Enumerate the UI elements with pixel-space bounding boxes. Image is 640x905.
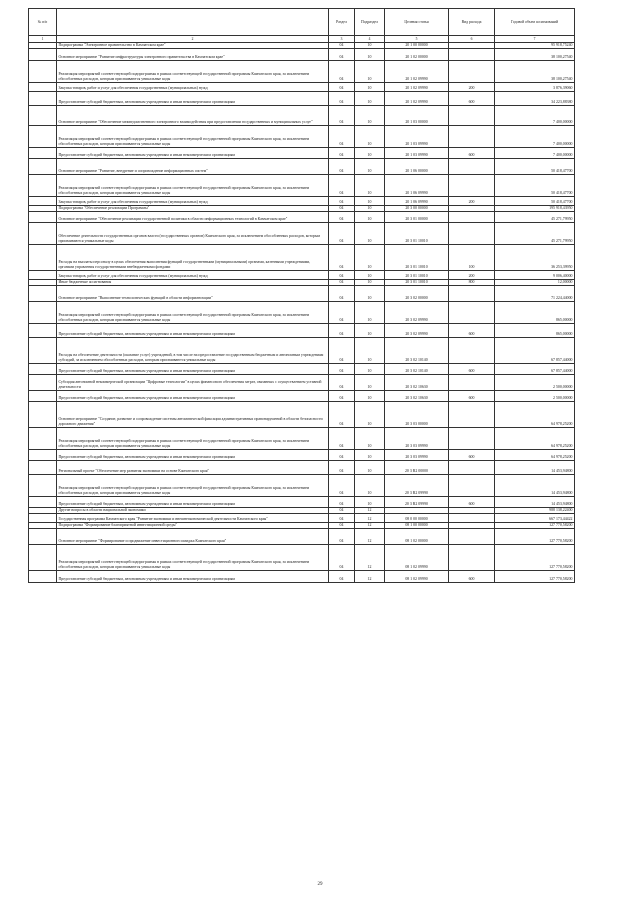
table-row xyxy=(29,148,575,159)
table-row xyxy=(29,83,575,92)
csr-cell: 20 1 06 09990 xyxy=(385,197,449,206)
table-row xyxy=(29,92,575,106)
sum-cell: 45 271,79950 xyxy=(495,223,575,245)
name-cell: Подпрограмма "Формирование благоприятной инвестиционной среды" xyxy=(57,523,329,529)
podrazdel-cell: 10 xyxy=(355,148,385,159)
razdel-cell: 04 xyxy=(329,497,355,508)
csr-cell: 20 1 02 09990 xyxy=(385,92,449,106)
podrazdel-cell: 10 xyxy=(355,106,385,126)
colnum: 1 xyxy=(29,36,57,43)
sum-cell: 127 770,58200 xyxy=(495,523,575,529)
name-cell: Региональный проект "Обеспечение мер развития экономики на основе Камчатского края" xyxy=(57,461,329,475)
razdel-cell: 04 xyxy=(329,126,355,148)
sum-cell: 127 770,58200 xyxy=(495,571,575,583)
vr-cell: 600 xyxy=(449,92,495,106)
podrazdel-cell: 10 xyxy=(355,391,385,402)
table-row xyxy=(29,175,575,197)
num-cell xyxy=(29,571,57,583)
vr-cell xyxy=(449,529,495,545)
razdel-cell: 04 xyxy=(329,49,355,61)
table-row xyxy=(29,391,575,402)
table-row xyxy=(29,571,575,583)
table-row xyxy=(29,212,575,223)
page-number: 29 xyxy=(317,882,323,887)
csr-cell: 20 1 06 00000 xyxy=(385,159,449,175)
podrazdel-cell: 10 xyxy=(355,497,385,508)
name-cell: Основное мероприятие "Выполнение технологических функций в области информатизации" xyxy=(57,286,329,302)
razdel-cell: 04 xyxy=(329,514,355,523)
vr-cell xyxy=(449,212,495,223)
sum-cell: 667 173,44422 xyxy=(495,514,575,523)
colnum: 5 xyxy=(385,36,449,43)
sum-cell: 71 224,44000 xyxy=(495,286,575,302)
podrazdel-cell: 10 xyxy=(355,175,385,197)
table-row xyxy=(29,271,575,280)
csr-cell: 20 3 01 10010 xyxy=(385,245,449,271)
razdel-cell: 04 xyxy=(329,375,355,391)
budget-table xyxy=(28,8,575,583)
vr-cell xyxy=(449,286,495,302)
podrazdel-cell: 10 xyxy=(355,375,385,391)
csr-cell: 20 3 03 09990 xyxy=(385,450,449,461)
header-podrazdel: Подраздел xyxy=(355,9,385,36)
podrazdel-cell: 10 xyxy=(355,428,385,450)
csr-cell: 20 1 02 00000 xyxy=(385,49,449,61)
csr-cell: 20 1 03 09990 xyxy=(385,148,449,159)
sum-cell: 64 978,25200 xyxy=(495,450,575,461)
csr-cell: 20 3 01 00000 xyxy=(385,212,449,223)
razdel-cell: 04 xyxy=(329,106,355,126)
name-cell: Предоставление субсидий бюджетным, автономным учреждениям и иным некоммерческим организациям xyxy=(57,324,329,338)
vr-cell: 600 xyxy=(449,497,495,508)
colnum: 2 xyxy=(57,36,329,43)
podrazdel-cell: 12 xyxy=(355,545,385,571)
table-body xyxy=(29,43,575,583)
podrazdel-cell: 10 xyxy=(355,159,385,175)
table-row xyxy=(29,197,575,206)
name-cell: Реализация мероприятий соответствующей подпрограммы в рамках соответствующей государственной программы Камчатского края, за исключением обособленных расходов, которым присваиваются уникальные коды xyxy=(57,475,329,497)
podrazdel-cell: 10 xyxy=(355,271,385,280)
vr-cell: 200 xyxy=(449,83,495,92)
csr-cell: 20 3 02 10140 xyxy=(385,364,449,375)
podrazdel-cell: 10 xyxy=(355,364,385,375)
num-cell xyxy=(29,197,57,206)
num-cell xyxy=(29,61,57,83)
podrazdel-cell: 10 xyxy=(355,245,385,271)
csr-cell: 08 1 00 00000 xyxy=(385,523,449,529)
razdel-cell: 04 xyxy=(329,271,355,280)
podrazdel-cell: 10 xyxy=(355,450,385,461)
podrazdel-cell: 10 xyxy=(355,49,385,61)
razdel-cell: 04 xyxy=(329,61,355,83)
colnum: 6 xyxy=(449,36,495,43)
name-cell: Обеспечение деятельности государственных органов власти (государственных органов) Камчатского края, за исключением обособленных расходов, которым присваиваются уникальные коды xyxy=(57,223,329,245)
column-number-row xyxy=(29,36,575,43)
num-cell xyxy=(29,529,57,545)
razdel-cell: 04 xyxy=(329,450,355,461)
csr-cell: 20 1 03 09990 xyxy=(385,126,449,148)
podrazdel-cell: 10 xyxy=(355,126,385,148)
razdel-cell: 04 xyxy=(329,223,355,245)
razdel-cell: 04 xyxy=(329,83,355,92)
sum-cell: 127 770,58200 xyxy=(495,529,575,545)
podrazdel-cell: 10 xyxy=(355,302,385,324)
csr-cell: 20 3 01 10010 xyxy=(385,280,449,286)
table-row xyxy=(29,402,575,428)
vr-cell: 600 xyxy=(449,148,495,159)
sum-cell: 195 918,43950 xyxy=(495,206,575,212)
csr-cell: 20 3 02 10630 xyxy=(385,391,449,402)
sum-cell: 865,00000 xyxy=(495,324,575,338)
name-cell: Субсидия автономной некоммерческой организации "Цифровые технологии" в целях финансового обеспечения затрат, связанных с осуществлением уставной деятельности xyxy=(57,375,329,391)
sum-cell: 67 857,44000 xyxy=(495,364,575,375)
sum-cell: 12,00000 xyxy=(495,280,575,286)
podrazdel-cell: 10 xyxy=(355,83,385,92)
csr-cell: 20 3 02 10630 xyxy=(385,375,449,391)
sum-cell: 14 453,94800 xyxy=(495,475,575,497)
table-row xyxy=(29,375,575,391)
sum-cell: 50 418,47700 xyxy=(495,159,575,175)
podrazdel-cell: 10 xyxy=(355,338,385,364)
razdel-cell: 04 xyxy=(329,286,355,302)
table-row xyxy=(29,324,575,338)
name-cell: Основное мероприятие "Развитие, внедрение и сопровождение информационных систем" xyxy=(57,159,329,175)
num-cell xyxy=(29,106,57,126)
podrazdel-cell: 12 xyxy=(355,523,385,529)
name-cell: Закупка товаров, работ и услуг для обеспечения государственных (муниципальных) нужд xyxy=(57,197,329,206)
vr-cell xyxy=(449,514,495,523)
name-cell: Расходы на обеспечение деятельности (оказание услуг) учреждений, в том числе на предоставление государственным бюджетным и автономным учреждениям субсидий, за исключением обособленных расходов, которым присваиваются уникальные коды xyxy=(57,338,329,364)
table-row xyxy=(29,514,575,523)
podrazdel-cell: 12 xyxy=(355,529,385,545)
name-cell: Закупка товаров, работ и услуг для обеспечения государственных (муниципальных) нужд xyxy=(57,83,329,92)
sum-cell: 7 400,00000 xyxy=(495,126,575,148)
vr-cell xyxy=(449,61,495,83)
table-row xyxy=(29,302,575,324)
podrazdel-cell: 10 xyxy=(355,402,385,428)
num-cell xyxy=(29,450,57,461)
razdel-cell: 04 xyxy=(329,197,355,206)
csr-cell: 20 3 01 10010 xyxy=(385,223,449,245)
name-cell: Подпрограмма "Обеспечение реализации Программы" xyxy=(57,206,329,212)
sum-cell: 38 100,27540 xyxy=(495,61,575,83)
num-cell xyxy=(29,245,57,271)
sum-cell: 36 253,39950 xyxy=(495,245,575,271)
vr-cell xyxy=(449,338,495,364)
name-cell: Закупка товаров, работ и услуг для обеспечения государственных (муниципальных) нужд xyxy=(57,271,329,280)
podrazdel-cell: 10 xyxy=(355,461,385,475)
vr-cell xyxy=(449,375,495,391)
vr-cell xyxy=(449,475,495,497)
name-cell: Реализация мероприятий соответствующей подпрограммы в рамках соответствующей государственной программы Камчатского края, за исключением обособленных расходов, которым присваиваются уникальные коды xyxy=(57,126,329,148)
header-razdel: Раздел xyxy=(329,9,355,36)
num-cell xyxy=(29,428,57,450)
name-cell: Основное мероприятие "Формирование и продвижение инвестиционного имиджа Камчатского края" xyxy=(57,529,329,545)
razdel-cell: 04 xyxy=(329,508,355,514)
colnum: 4 xyxy=(355,36,385,43)
razdel-cell: 04 xyxy=(329,159,355,175)
sum-cell: 7 400,00000 xyxy=(495,148,575,159)
header-num: № п/п xyxy=(29,9,57,36)
vr-cell: 600 xyxy=(449,364,495,375)
razdel-cell: 04 xyxy=(329,302,355,324)
sum-cell: 9 006,40000 xyxy=(495,271,575,280)
razdel-cell: 04 xyxy=(329,545,355,571)
vr-cell xyxy=(449,106,495,126)
num-cell xyxy=(29,92,57,106)
sum-cell: 64 978,25200 xyxy=(495,402,575,428)
sum-cell: 95 918,75240 xyxy=(495,43,575,49)
colnum: 3 xyxy=(329,36,355,43)
vr-cell: 600 xyxy=(449,324,495,338)
num-cell xyxy=(29,271,57,280)
name-cell: Иные бюджетные ассигнования xyxy=(57,280,329,286)
vr-cell xyxy=(449,302,495,324)
num-cell xyxy=(29,83,57,92)
table-row xyxy=(29,450,575,461)
table-header-row xyxy=(29,9,575,36)
csr-cell: 20 1 00 00000 xyxy=(385,43,449,49)
vr-cell: 800 xyxy=(449,280,495,286)
sum-cell: 7 400,00000 xyxy=(495,106,575,126)
table-row xyxy=(29,545,575,571)
num-cell xyxy=(29,475,57,497)
num-cell xyxy=(29,545,57,571)
podrazdel-cell: 12 xyxy=(355,571,385,583)
header-vr: Вид расхода xyxy=(449,9,495,36)
colnum: 7 xyxy=(495,36,575,43)
csr-cell: 20 3 03 00000 xyxy=(385,402,449,428)
vr-cell xyxy=(449,461,495,475)
table-row xyxy=(29,159,575,175)
podrazdel-cell: 10 xyxy=(355,286,385,302)
sum-cell: 988 138,22400 xyxy=(495,508,575,514)
table-row xyxy=(29,497,575,508)
name-cell: Основное мероприятие "Обеспечение межведомственного электронного взаимодействия при предоставлении государственных и муниципальных услуг" xyxy=(57,106,329,126)
sum-cell: 67 857,44000 xyxy=(495,338,575,364)
table-row xyxy=(29,428,575,450)
razdel-cell: 04 xyxy=(329,175,355,197)
vr-cell xyxy=(449,49,495,61)
name-cell: Реализация мероприятий соответствующей подпрограммы в рамках соответствующей государственной программы Камчатского края, за исключением обособленных расходов, которым присваиваются уникальные коды xyxy=(57,61,329,83)
num-cell xyxy=(29,286,57,302)
num-cell xyxy=(29,402,57,428)
razdel-cell: 04 xyxy=(329,571,355,583)
table-row xyxy=(29,49,575,61)
sum-cell: 50 418,47700 xyxy=(495,197,575,206)
razdel-cell: 04 xyxy=(329,324,355,338)
podrazdel-cell: 10 xyxy=(355,475,385,497)
vr-cell xyxy=(449,402,495,428)
table-row xyxy=(29,475,575,497)
csr-cell: 08 0 00 00000 xyxy=(385,514,449,523)
csr-cell: 08 1 02 09990 xyxy=(385,571,449,583)
razdel-cell: 04 xyxy=(329,212,355,223)
sum-cell: 45 271,79950 xyxy=(495,212,575,223)
csr-cell: 08 1 02 09990 xyxy=(385,545,449,571)
name-cell: Другие вопросы в области национальной экономики xyxy=(57,508,329,514)
razdel-cell: 04 xyxy=(329,43,355,49)
table-row xyxy=(29,61,575,83)
razdel-cell: 04 xyxy=(329,402,355,428)
num-cell xyxy=(29,212,57,223)
num-cell xyxy=(29,49,57,61)
num-cell xyxy=(29,324,57,338)
sum-cell: 3 876,39060 xyxy=(495,83,575,92)
name-cell: Реализация мероприятий соответствующей подпрограммы в рамках соответствующей государственной программы Камчатского края, за исключением обособленных расходов, которым присваиваются уникальные коды xyxy=(57,175,329,197)
table-row xyxy=(29,364,575,375)
num-cell xyxy=(29,223,57,245)
csr-cell: 20 1 02 09990 xyxy=(385,61,449,83)
podrazdel-cell: 10 xyxy=(355,223,385,245)
num-cell xyxy=(29,338,57,364)
csr-cell: 20 3 R2 00000 xyxy=(385,461,449,475)
csr-cell: 20 3 02 09990 xyxy=(385,324,449,338)
csr-cell: 20 3 00 00000 xyxy=(385,206,449,212)
num-cell xyxy=(29,364,57,375)
name-cell: Предоставление субсидий бюджетным, автономным учреждениям и иным некоммерческим организациям xyxy=(57,364,329,375)
name-cell: Реализация мероприятий соответствующей подпрограммы в рамках соответствующей государственной программы Камчатского края, за исключением обособленных расходов, которым присваиваются уникальные коды xyxy=(57,545,329,571)
name-cell: Предоставление субсидий бюджетным, автономным учреждениям и иным некоммерческим организациям xyxy=(57,148,329,159)
vr-cell xyxy=(449,428,495,450)
num-cell xyxy=(29,302,57,324)
name-cell: Подпрограмма "Электронное правительство в Камчатском крае" xyxy=(57,43,329,49)
vr-cell xyxy=(449,223,495,245)
name-cell: Предоставление субсидий бюджетным, автономным учреждениям и иным некоммерческим организациям xyxy=(57,497,329,508)
vr-cell: 600 xyxy=(449,571,495,583)
razdel-cell: 04 xyxy=(329,338,355,364)
podrazdel-cell: 10 xyxy=(355,43,385,49)
table-row xyxy=(29,126,575,148)
table-row xyxy=(29,461,575,475)
num-cell xyxy=(29,148,57,159)
name-cell: Предоставление субсидий бюджетным, автономным учреждениям и иным некоммерческим организациям xyxy=(57,450,329,461)
name-cell: Предоставление субсидий бюджетным, автономным учреждениям и иным некоммерческим организациям xyxy=(57,92,329,106)
csr-cell: 08 1 02 00000 xyxy=(385,529,449,545)
sum-cell: 38 100,27540 xyxy=(495,49,575,61)
num-cell xyxy=(29,375,57,391)
csr-cell: 20 3 02 10140 xyxy=(385,338,449,364)
razdel-cell: 04 xyxy=(329,428,355,450)
name-cell: Реализация мероприятий соответствующей подпрограммы в рамках соответствующей государственной программы Камчатского края, за исключением обособленных расходов, которым присваиваются уникальные коды xyxy=(57,428,329,450)
vr-cell: 600 xyxy=(449,391,495,402)
name-cell: Основное мероприятие "Развитие инфраструктуры электронного правительства в Камчатском крае" xyxy=(57,49,329,61)
razdel-cell: 04 xyxy=(329,529,355,545)
table-row xyxy=(29,286,575,302)
vr-cell: 100 xyxy=(449,245,495,271)
sum-cell: 865,00000 xyxy=(495,302,575,324)
sum-cell: 14 453,94800 xyxy=(495,497,575,508)
name-cell: Государственная программа Камчатского края "Развитие экономики и внешнеэкономической деятельности Камчатского края" xyxy=(57,514,329,523)
sum-cell: 14 453,94800 xyxy=(495,461,575,475)
header-sum: Годовой объем ассигнований xyxy=(495,9,575,36)
csr-cell: 20 1 03 00000 xyxy=(385,106,449,126)
name-cell: Основное мероприятие "Обеспечение реализации государственной политики в области информационных технологий в Камчатском крае" xyxy=(57,212,329,223)
num-cell xyxy=(29,159,57,175)
sum-cell: 50 418,47700 xyxy=(495,175,575,197)
num-cell xyxy=(29,175,57,197)
vr-cell xyxy=(449,159,495,175)
budget-sheet xyxy=(28,8,574,583)
csr-cell: 20 3 02 00000 xyxy=(385,286,449,302)
num-cell xyxy=(29,461,57,475)
csr-cell: 20 3 02 09990 xyxy=(385,302,449,324)
name-cell: Расходы на выплаты персоналу в целях обеспечения выполнения функций государственными (муниципальными) органами, казенными учреждениями, органами управления государственными внебюджетными фондами xyxy=(57,245,329,271)
table-row xyxy=(29,529,575,545)
csr-cell: 20 3 03 09990 xyxy=(385,428,449,450)
podrazdel-cell: 10 xyxy=(355,324,385,338)
vr-cell: 200 xyxy=(449,197,495,206)
podrazdel-cell: 12 xyxy=(355,508,385,514)
podrazdel-cell: 10 xyxy=(355,280,385,286)
name-cell: Реализация мероприятий соответствующей подпрограммы в рамках соответствующей государственной программы Камчатского края, за исключением обособленных расходов, которым присваиваются уникальные коды xyxy=(57,302,329,324)
razdel-cell: 04 xyxy=(329,475,355,497)
sum-cell: 2 500,00000 xyxy=(495,391,575,402)
num-cell xyxy=(29,391,57,402)
podrazdel-cell: 12 xyxy=(355,514,385,523)
num-cell xyxy=(29,514,57,523)
vr-cell: 200 xyxy=(449,271,495,280)
header-name xyxy=(57,9,329,36)
sum-cell: 127 770,58200 xyxy=(495,545,575,571)
table-row xyxy=(29,245,575,271)
razdel-cell: 04 xyxy=(329,280,355,286)
podrazdel-cell: 10 xyxy=(355,92,385,106)
razdel-cell: 04 xyxy=(329,148,355,159)
razdel-cell: 04 xyxy=(329,364,355,375)
razdel-cell: 04 xyxy=(329,206,355,212)
table-row xyxy=(29,223,575,245)
csr-cell: 20 3 01 10010 xyxy=(385,271,449,280)
podrazdel-cell: 10 xyxy=(355,212,385,223)
vr-cell xyxy=(449,175,495,197)
sum-cell: 64 978,25200 xyxy=(495,428,575,450)
table-row xyxy=(29,338,575,364)
sum-cell: 2 500,00000 xyxy=(495,375,575,391)
num-cell xyxy=(29,497,57,508)
podrazdel-cell: 10 xyxy=(355,206,385,212)
razdel-cell: 04 xyxy=(329,92,355,106)
vr-cell xyxy=(449,545,495,571)
razdel-cell: 04 xyxy=(329,245,355,271)
csr-cell: 20 1 02 09990 xyxy=(385,83,449,92)
name-cell: Предоставление субсидий бюджетным, автономным учреждениям и иным некоммерческим организациям xyxy=(57,571,329,583)
sum-cell: 34 223,88380 xyxy=(495,92,575,106)
table-row xyxy=(29,106,575,126)
num-cell xyxy=(29,126,57,148)
razdel-cell: 04 xyxy=(329,391,355,402)
name-cell: Основное мероприятие "Создание, развитие и сопровождение системы автоматической фиксации административных правонарушений в области безопасности дорожного движения" xyxy=(57,402,329,428)
csr-cell: 20 3 R2 09990 xyxy=(385,497,449,508)
vr-cell: 600 xyxy=(449,450,495,461)
podrazdel-cell: 10 xyxy=(355,61,385,83)
csr-cell: 20 3 R2 09990 xyxy=(385,475,449,497)
csr-cell: 20 1 06 09990 xyxy=(385,175,449,197)
header-csr: Целевая статья xyxy=(385,9,449,36)
podrazdel-cell: 10 xyxy=(355,197,385,206)
vr-cell xyxy=(449,126,495,148)
razdel-cell: 04 xyxy=(329,461,355,475)
name-cell: Предоставление субсидий бюджетным, автономным учреждениям и иным некоммерческим организациям xyxy=(57,391,329,402)
razdel-cell: 04 xyxy=(329,523,355,529)
